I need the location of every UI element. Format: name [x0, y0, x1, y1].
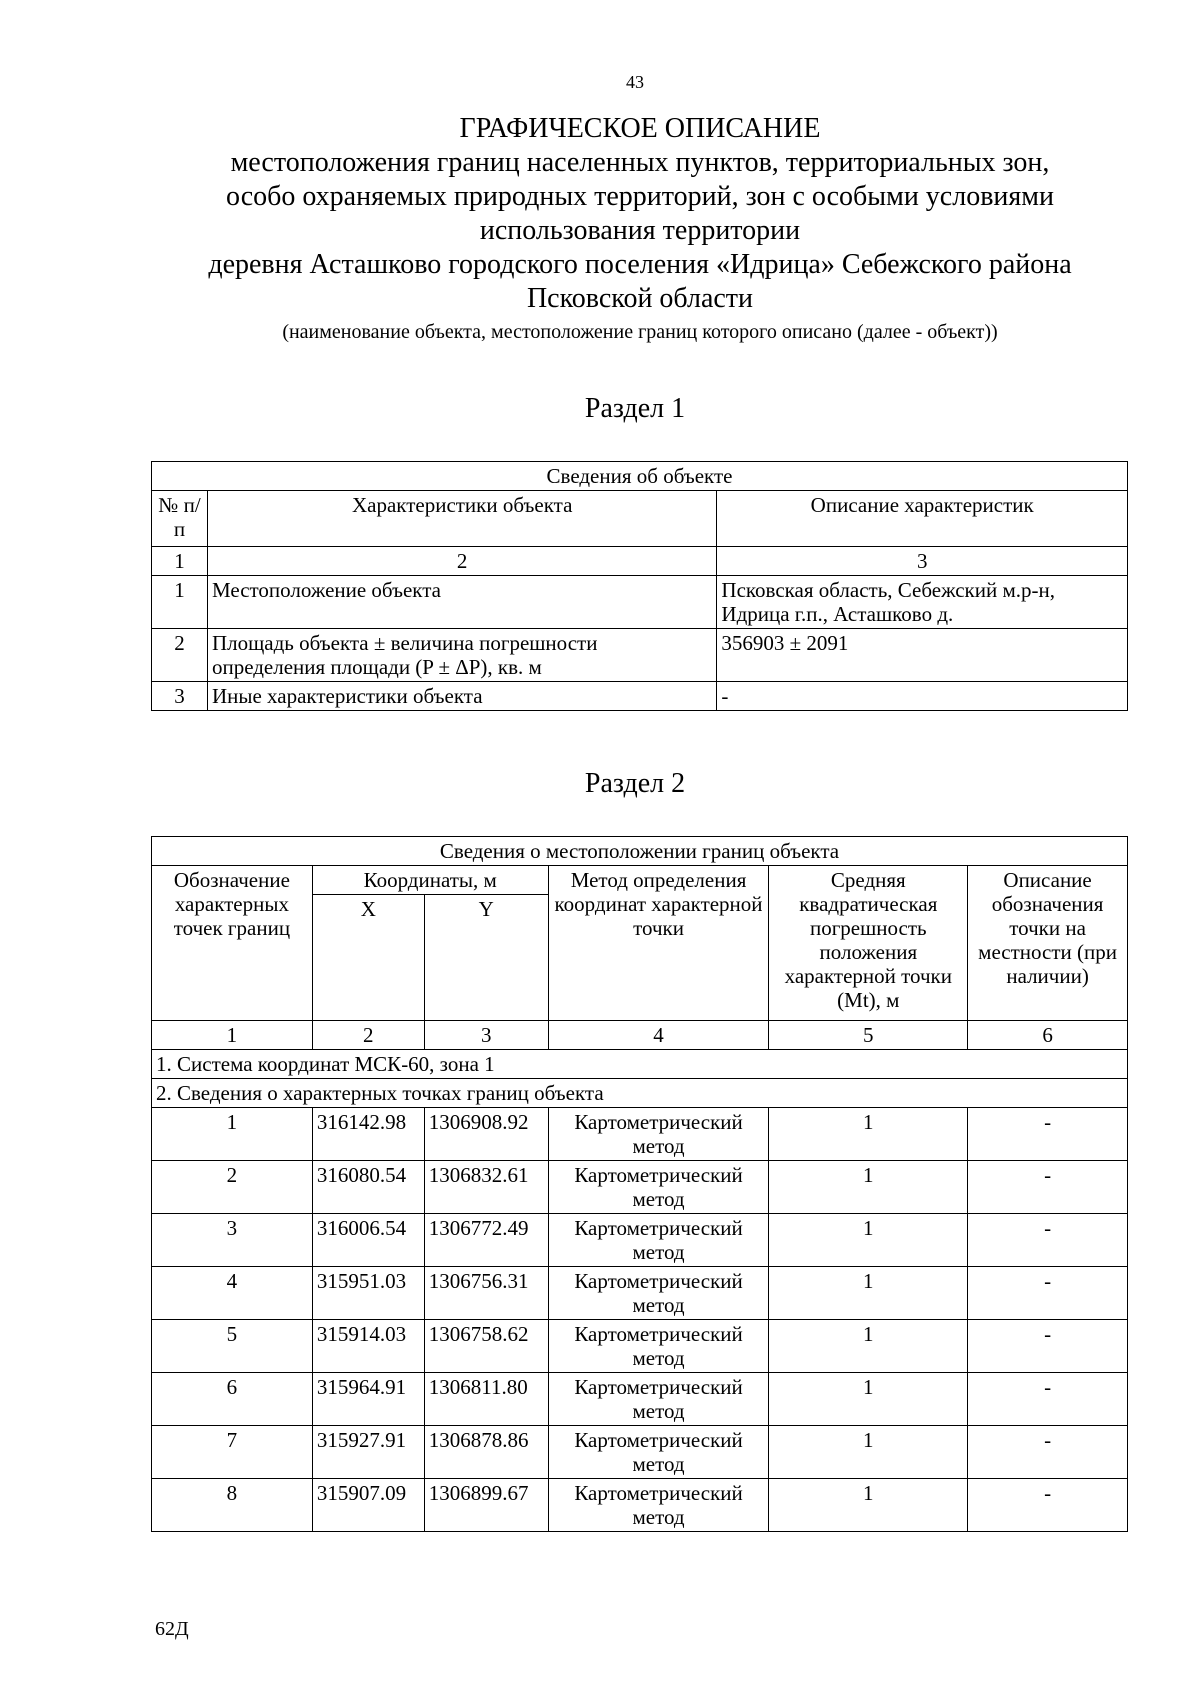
- column-number: 1: [152, 1021, 313, 1050]
- footer-code: 62Д: [155, 1618, 189, 1640]
- column-number: 5: [769, 1021, 968, 1050]
- title-line: деревня Асташково городского поселения «Идрица» Себежского района: [208, 249, 1072, 280]
- characteristic-name: Местоположение объекта: [207, 576, 716, 629]
- characteristic-value: Псковская область, Себежский м.р-н, Идрица г.п., Асташково д.: [717, 576, 1128, 629]
- column-header: Описание характеристик: [717, 491, 1128, 547]
- title-line: местоположения границ населенных пунктов, территориальных зон,: [230, 147, 1050, 178]
- coord-y: 1306772.49: [424, 1214, 548, 1267]
- mt-error: 1: [769, 1320, 968, 1373]
- column-header: Координаты, м: [312, 866, 548, 895]
- column-number: 4: [548, 1021, 769, 1050]
- table-row: [152, 1108, 1128, 1161]
- row-number: 1: [152, 576, 208, 629]
- coord-y: 1306832.61: [424, 1161, 548, 1214]
- table-row: [152, 1161, 1128, 1214]
- table-row: [152, 1214, 1128, 1267]
- mt-error: 1: [769, 1108, 968, 1161]
- table-row: [152, 1267, 1128, 1320]
- table-row: [152, 1479, 1128, 1532]
- point-description: -: [968, 1108, 1128, 1161]
- points-section-row: 2. Сведения о характерных точках границ объекта: [152, 1079, 1128, 1108]
- column-header: Средняя квадратическая погрешность положения характерной точки (Mt), м: [769, 866, 968, 1021]
- point-description: -: [968, 1161, 1128, 1214]
- coord-y: 1306811.80: [424, 1373, 548, 1426]
- coord-x: 316080.54: [312, 1161, 424, 1214]
- column-header: Описание обозначения точки на местности (при наличии): [968, 866, 1128, 1021]
- table-row: [152, 1320, 1128, 1373]
- point-description: -: [968, 1267, 1128, 1320]
- coord-y: 1306878.86: [424, 1426, 548, 1479]
- column-header-x: X: [312, 895, 424, 1021]
- column-number: 2: [207, 547, 716, 576]
- table-row: [152, 1373, 1128, 1426]
- method: Картометрический метод: [548, 1267, 769, 1320]
- point-number: 7: [152, 1426, 313, 1479]
- column-number: 2: [312, 1021, 424, 1050]
- coord-y: 1306756.31: [424, 1267, 548, 1320]
- document-title-block: [140, 112, 1140, 346]
- row-number: 3: [152, 682, 208, 711]
- coord-x: 316006.54: [312, 1214, 424, 1267]
- coord-y: 1306758.62: [424, 1320, 548, 1373]
- table-title: Сведения об объекте: [152, 462, 1128, 491]
- table-title: Сведения о местоположении границ объекта: [152, 837, 1128, 866]
- mt-error: 1: [769, 1479, 968, 1532]
- coordinate-system-row: 1. Система координат МСК-60, зона 1: [152, 1050, 1128, 1079]
- point-description: -: [968, 1214, 1128, 1267]
- coord-y: 1306899.67: [424, 1479, 548, 1532]
- point-number: 1: [152, 1108, 313, 1161]
- mt-error: 1: [769, 1214, 968, 1267]
- mt-error: 1: [769, 1426, 968, 1479]
- column-number: 1: [152, 547, 208, 576]
- point-description: -: [968, 1320, 1128, 1373]
- table-row: [152, 1426, 1128, 1479]
- title-line: Псковской области: [526, 283, 754, 314]
- column-header: № п/п: [152, 491, 208, 547]
- coord-x: 315951.03: [312, 1267, 424, 1320]
- characteristic-value: 356903 ± 2091: [717, 629, 1128, 682]
- point-description: -: [968, 1373, 1128, 1426]
- characteristic-value: -: [717, 682, 1128, 711]
- method: Картометрический метод: [548, 1214, 769, 1267]
- method: Картометрический метод: [548, 1320, 769, 1373]
- coord-y: 1306908.92: [424, 1108, 548, 1161]
- title-line: особо охраняемых природных территорий, зон с особыми условиями: [226, 181, 1054, 212]
- characteristic-name: Иные характеристики объекта: [207, 682, 716, 711]
- row-number: 2: [152, 629, 208, 682]
- coord-x: 315964.91: [312, 1373, 424, 1426]
- column-header: Обозначение характерных точек границ: [152, 866, 313, 1021]
- column-header-y: Y: [424, 895, 548, 1021]
- mt-error: 1: [769, 1267, 968, 1320]
- object-info-table: [151, 461, 1128, 711]
- method: Картометрический метод: [548, 1479, 769, 1532]
- point-number: 2: [152, 1161, 313, 1214]
- coord-x: 315907.09: [312, 1479, 424, 1532]
- column-header: Характеристики объекта: [207, 491, 716, 547]
- coord-x: 315927.91: [312, 1426, 424, 1479]
- point-description: -: [968, 1479, 1128, 1532]
- title-caption: (наименование объекта, местоположение границ которого описано (далее - объект)): [282, 321, 998, 343]
- column-number: 3: [424, 1021, 548, 1050]
- column-number: 3: [717, 547, 1128, 576]
- title-line: использования территории: [479, 215, 801, 246]
- section-1-title: Раздел 1: [584, 393, 686, 424]
- coord-x: 316142.98: [312, 1108, 424, 1161]
- table-row: [152, 629, 1128, 682]
- section-2-title: Раздел 2: [584, 768, 686, 799]
- method: Картометрический метод: [548, 1161, 769, 1214]
- point-number: 4: [152, 1267, 313, 1320]
- mt-error: 1: [769, 1161, 968, 1214]
- table-row: [152, 576, 1128, 629]
- method: Картометрический метод: [548, 1426, 769, 1479]
- method: Картометрический метод: [548, 1108, 769, 1161]
- point-number: 5: [152, 1320, 313, 1373]
- mt-error: 1: [769, 1373, 968, 1426]
- point-description: -: [968, 1426, 1128, 1479]
- page-number: 43: [626, 72, 644, 92]
- boundary-points-table: [151, 836, 1128, 1532]
- coord-x: 315914.03: [312, 1320, 424, 1373]
- method: Картометрический метод: [548, 1373, 769, 1426]
- characteristic-name: Площадь объекта ± величина погрешности определения площади (P ± ΔP), кв. м: [207, 629, 716, 682]
- column-header: Метод определения координат характерной точки: [548, 866, 769, 1021]
- table-row: [152, 682, 1128, 711]
- point-number: 6: [152, 1373, 313, 1426]
- point-number: 8: [152, 1479, 313, 1532]
- point-number: 3: [152, 1214, 313, 1267]
- column-number: 6: [968, 1021, 1128, 1050]
- document-title: ГРАФИЧЕСКОЕ ОПИСАНИЕ: [459, 113, 821, 144]
